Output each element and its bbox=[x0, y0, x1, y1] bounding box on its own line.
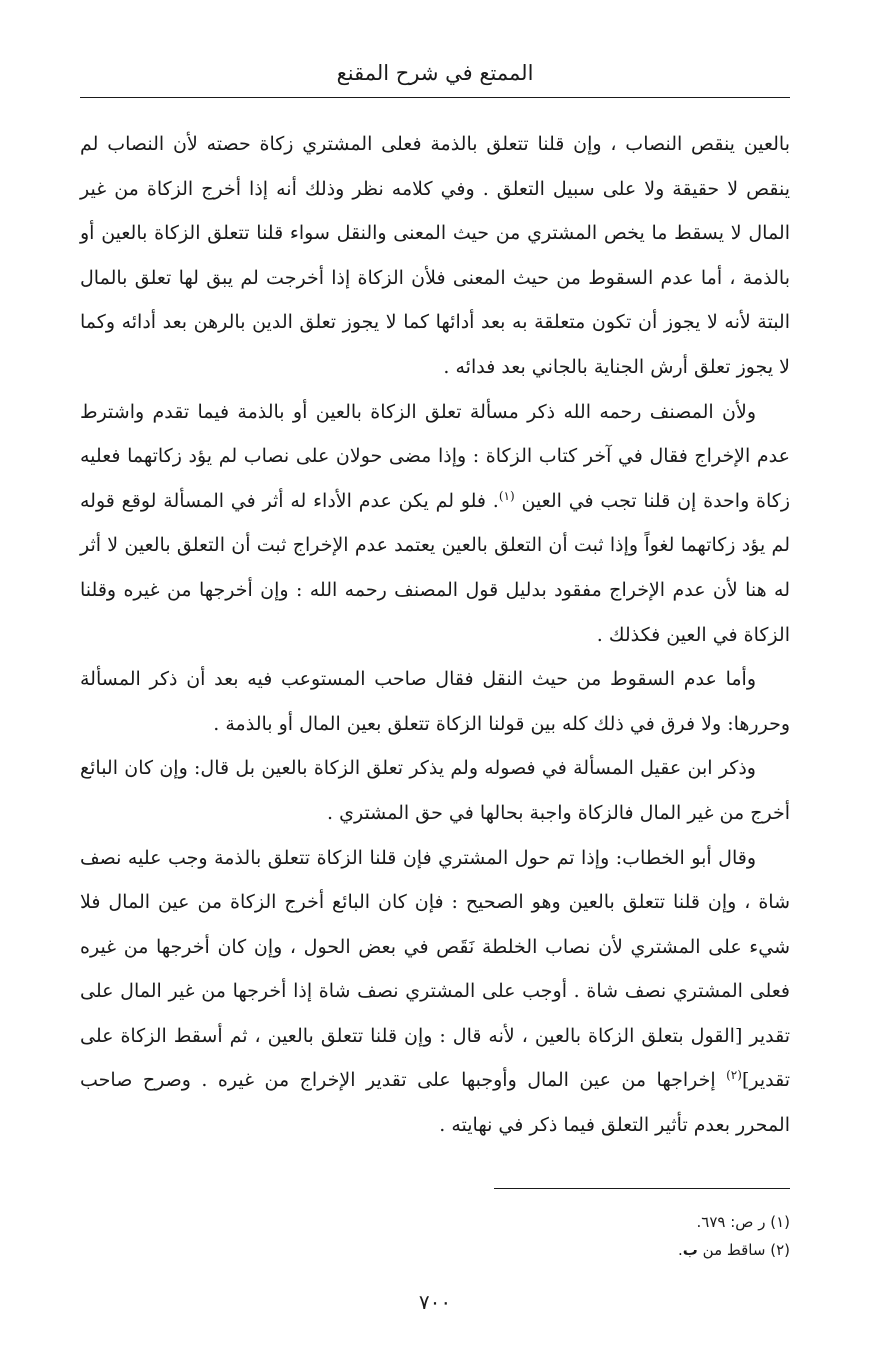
footnote-1 bbox=[80, 1208, 790, 1236]
header-rule bbox=[80, 97, 790, 98]
paragraph-5 bbox=[80, 836, 790, 1148]
footnote-2-text: ساقط من bbox=[702, 1241, 766, 1259]
footnote-1-text: ر ص: ٦٧٩. bbox=[696, 1213, 766, 1231]
footnote-2-marker: (٢) bbox=[770, 1241, 790, 1259]
running-head-title: الممتع في شرح المقنع bbox=[336, 61, 534, 85]
paragraph-5-text-a: وقال أبو الخطاب: وإذا تم حول المشتري فإن قلنا الزكاة تتعلق بالذمة وجب عليه نصف شاة ، وإن قلنا تتعلق بالعين وهو الصحيح : فإن كان البائع أخرج الزكاة من عين المال فلا شيء على المشتري لأن نصاب الخلطة نَقَص في بعض الحول ، وإن كان أخرجها من غيره فعلى المشتري نصف شاة . أوجب على المشتري نصف شاة إذا أخرجها من غير المال على تقدير [القول بتعلق الزكاة بالعين ، لأنه قال : وإن قلنا تتعلق بالعين ، ثم أسقط الزكاة على تقدير] bbox=[80, 846, 790, 1092]
footnotes bbox=[80, 1208, 790, 1264]
paragraph-5-text-b: إخراجها من عين المال وأوجبها على تقدير الإخراج من غيره . وصرح صاحب المحرر بعدم تأثير التعلق فيما ذكر في نهايته . bbox=[80, 1069, 790, 1137]
footnote-2-end: . bbox=[678, 1241, 683, 1259]
footnote-2 bbox=[80, 1236, 790, 1264]
footnote-1-marker: (١) bbox=[770, 1213, 790, 1231]
main-text bbox=[80, 122, 790, 1148]
paragraph-4-text: وذكر ابن عقيل المسألة في فصوله ولم يذكر تعلق الزكاة بالعين بل قال: وإن كان البائع أخرج من غير المال فالزكاة واجبة بحالها في حق المشتري . bbox=[80, 757, 790, 824]
paragraph-3-text: وأما عدم السقوط من حيث النقل فقال صاحب المستوعب فيه بعد أن ذكر المسألة وحررها: ولا فرق في ذلك كله بين قولنا الزكاة تتعلق بعين المال أو بالذمة . bbox=[80, 668, 790, 735]
footnote-rule bbox=[494, 1188, 790, 1189]
paragraph-2-text-a: ولأن المصنف رحمه الله ذكر مسألة تعلق الزكاة بالعين أو بالذمة فيما تقدم واشترط عدم الإخراج فقال في آخر كتاب الزكاة : وإذا مضى حولان على نصاب لم يؤد زكاتهما فعليه زكاة واحدة إن قلنا تجب في العين bbox=[80, 400, 791, 512]
page-number: ٧٠٠ bbox=[418, 1290, 452, 1314]
paragraph-1 bbox=[80, 122, 790, 390]
paragraph-3 bbox=[80, 657, 790, 746]
paragraph-2-text-b: . فلو لم يكن عدم الأداء له أثر في المسألة لوقع قوله لم يؤد زكاتهما لغواً وإذا ثبت أن التعلق بالعين يعتمد عدم الإخراج ثبت أن التعلق بالعين لا أثر له هنا لأن عدم الإخراج مفقود بدليل قول المصنف رحمه الله : وإن أخرجها من غيره وقلنا الزكاة في العين فكذلك . bbox=[80, 489, 790, 646]
footnote-ref-1[interactable]: (١) bbox=[498, 488, 515, 503]
paragraph-1-text: بالعين ينقص النصاب ، وإن قلنا تتعلق بالذمة فعلى المشتري زكاة حصته لأن النصاب لم ينقص لا حقيقة ولا على سبيل التعلق . وفي كلامه نظر وذلك أنه إذا أخرج الزكاة من غير المال لا يسقط ما يخص المشتري من حيث المعنى والنقل سواء قلنا تتعلق الزكاة بالعين أو بالذمة ، أما عدم السقوط من حيث المعنى فلأن الزكاة إذا أخرجت لم يبق لها تعلق بالمال البتة لأنه لا يجوز أن تكون متعلقة به بعد أدائها كما لا يجوز تعلق الدين بالرهن بعد أدائه وكما لا يجوز تعلق أرش الجناية بالجاني بعد فدائه . bbox=[80, 133, 790, 378]
footnote-2-source: ب bbox=[682, 1241, 698, 1259]
paragraph-4 bbox=[80, 746, 790, 835]
footnote-ref-2[interactable]: (٢) bbox=[726, 1068, 742, 1083]
paragraph-2 bbox=[80, 390, 790, 658]
